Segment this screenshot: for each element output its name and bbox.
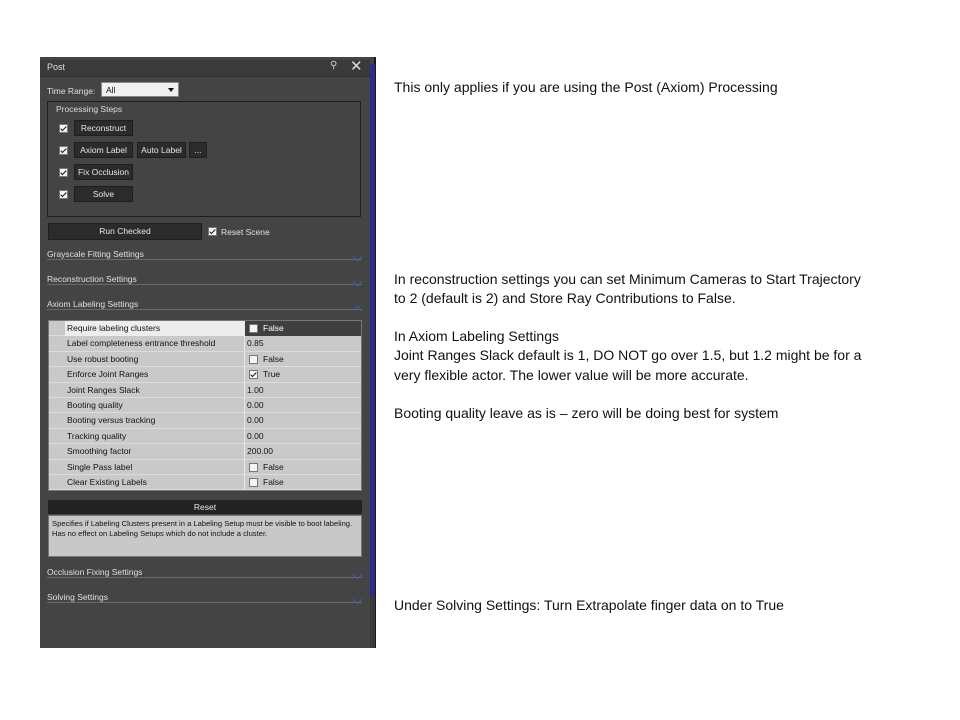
panel-titlebar (40, 60, 370, 77)
property-checkbox[interactable] (249, 370, 258, 379)
column-separator (244, 367, 245, 382)
panel-title: Post (47, 62, 66, 72)
window-edge (370, 596, 375, 648)
property-name: Use robust booting (67, 353, 139, 364)
note-reconstruction-line1: In reconstruction settings you can set Minimum Cameras to Start Trajectory (394, 271, 861, 287)
reconstruct-button[interactable]: Reconstruct (74, 120, 133, 136)
property-value[interactable]: 200.00 (247, 446, 273, 457)
property-name: Joint Ranges Slack (67, 384, 140, 395)
property-checkbox[interactable] (249, 463, 258, 472)
column-separator (244, 413, 245, 428)
property-value[interactable]: 0.00 (247, 430, 264, 441)
window-edge (370, 64, 375, 596)
property-name: Booting versus tracking (67, 415, 156, 426)
chevron-up-icon[interactable] (353, 306, 363, 316)
column-separator (244, 444, 245, 459)
axiom-label-button[interactable]: Axiom Label (74, 142, 133, 158)
run-checked-button[interactable]: Run Checked (48, 223, 202, 240)
property-value[interactable]: 1.00 (247, 384, 264, 395)
chevron-down-icon (168, 88, 174, 92)
section-occlusion-fixing[interactable]: Occlusion Fixing Settings (47, 567, 143, 577)
property-value: False (263, 353, 284, 364)
processing-steps-title: Processing Steps (56, 104, 123, 114)
axiom-label-checkbox[interactable] (59, 146, 68, 155)
column-separator (244, 336, 245, 351)
close-icon[interactable]: ✕ (350, 58, 363, 75)
note-joint-ranges-line1: Joint Ranges Slack default is 1, DO NOT go over 1.5, but 1.2 might be for a (394, 347, 862, 363)
property-name: Single Pass label (67, 461, 133, 472)
property-checkbox[interactable] (249, 478, 258, 487)
note-solving-settings: Under Solving Settings: Turn Extrapolate finger data on to True (394, 597, 784, 613)
note-reconstruction-line2: to 2 (default is 2) and Store Ray Contributions to False. (394, 290, 736, 306)
axiom-labeling-property-grid (48, 320, 362, 491)
property-name: Enforce Joint Ranges (67, 369, 149, 380)
column-separator (244, 460, 245, 475)
note-axiom-labeling-heading: In Axiom Labeling Settings (394, 328, 559, 344)
section-axiom-labeling[interactable]: Axiom Labeling Settings (47, 299, 139, 309)
time-range-dropdown[interactable] (101, 82, 179, 97)
section-grayscale-fitting[interactable]: Grayscale Fitting Settings (47, 249, 144, 259)
property-value: True (263, 369, 281, 380)
property-row[interactable] (49, 429, 361, 444)
property-row[interactable] (49, 444, 361, 459)
property-value[interactable]: 0.00 (247, 400, 264, 410)
pin-icon[interactable]: ⚲ (330, 60, 338, 71)
property-row[interactable] (49, 336, 361, 351)
property-name: Clear Existing Labels (67, 477, 147, 487)
property-row[interactable] (49, 413, 361, 428)
property-name: Label completeness entrance threshold (67, 338, 216, 349)
section-reconstruction[interactable]: Reconstruction Settings (47, 274, 137, 284)
property-name: Tracking quality (67, 430, 127, 441)
column-separator (244, 383, 245, 398)
processing-steps-group (47, 101, 361, 217)
property-row[interactable] (49, 383, 361, 398)
property-help-text: Specifies if Labeling Clusters present in a Labeling Setup must be visible to boot labeling. Has no effect on Labeling Setups which do not include a cluster. (52, 519, 353, 538)
section-solving[interactable]: Solving Settings (47, 592, 108, 602)
divider (47, 309, 362, 310)
column-separator (244, 429, 245, 444)
note-joint-ranges-line2: very flexible actor. The lower value will be more accurate. (394, 367, 749, 383)
property-row[interactable] (49, 475, 361, 490)
reset-scene-checkbox[interactable] (208, 227, 217, 236)
reset-scene-label: Reset Scene (221, 227, 270, 237)
time-range-label: Time Range: (47, 86, 96, 96)
auto-label-options-button[interactable]: ... (189, 142, 207, 158)
property-value: False (263, 461, 284, 472)
fix-occlusion-checkbox[interactable] (59, 168, 68, 177)
column-separator (244, 398, 245, 413)
property-name: Smoothing factor (67, 446, 132, 457)
reset-button[interactable]: Reset (48, 500, 362, 514)
auto-label-button[interactable]: Auto Label (137, 142, 186, 158)
note-booting-quality: Booting quality leave as is – zero will be doing best for system (394, 405, 779, 421)
divider (47, 577, 362, 578)
fix-occlusion-button[interactable]: Fix Occlusion (74, 164, 133, 180)
property-value[interactable]: 0.00 (247, 415, 264, 426)
reconstruct-checkbox[interactable] (59, 124, 68, 133)
note-axiom-processing: This only applies if you are using the Post (Axiom) Processing (394, 79, 778, 95)
property-help-box (48, 515, 362, 557)
divider (47, 259, 362, 260)
property-value[interactable]: 0.85 (247, 338, 264, 349)
solve-button[interactable]: Solve (74, 186, 133, 202)
divider (47, 284, 362, 285)
property-row[interactable] (49, 460, 361, 475)
divider (47, 602, 362, 603)
property-row[interactable] (49, 398, 361, 413)
column-separator (244, 475, 245, 490)
column-separator (244, 321, 245, 336)
property-checkbox[interactable] (249, 355, 258, 364)
property-checkbox[interactable] (249, 324, 258, 333)
column-separator (244, 352, 245, 367)
solve-checkbox[interactable] (59, 190, 68, 199)
property-name: Require labeling clusters (65, 321, 244, 336)
time-range-value: All (106, 85, 116, 95)
post-panel (40, 57, 376, 648)
property-value: False (263, 323, 284, 333)
property-name: Booting quality (67, 400, 123, 410)
property-row[interactable] (49, 367, 361, 382)
property-value: False (263, 477, 284, 487)
property-row[interactable] (49, 352, 361, 367)
property-row[interactable] (49, 321, 361, 336)
